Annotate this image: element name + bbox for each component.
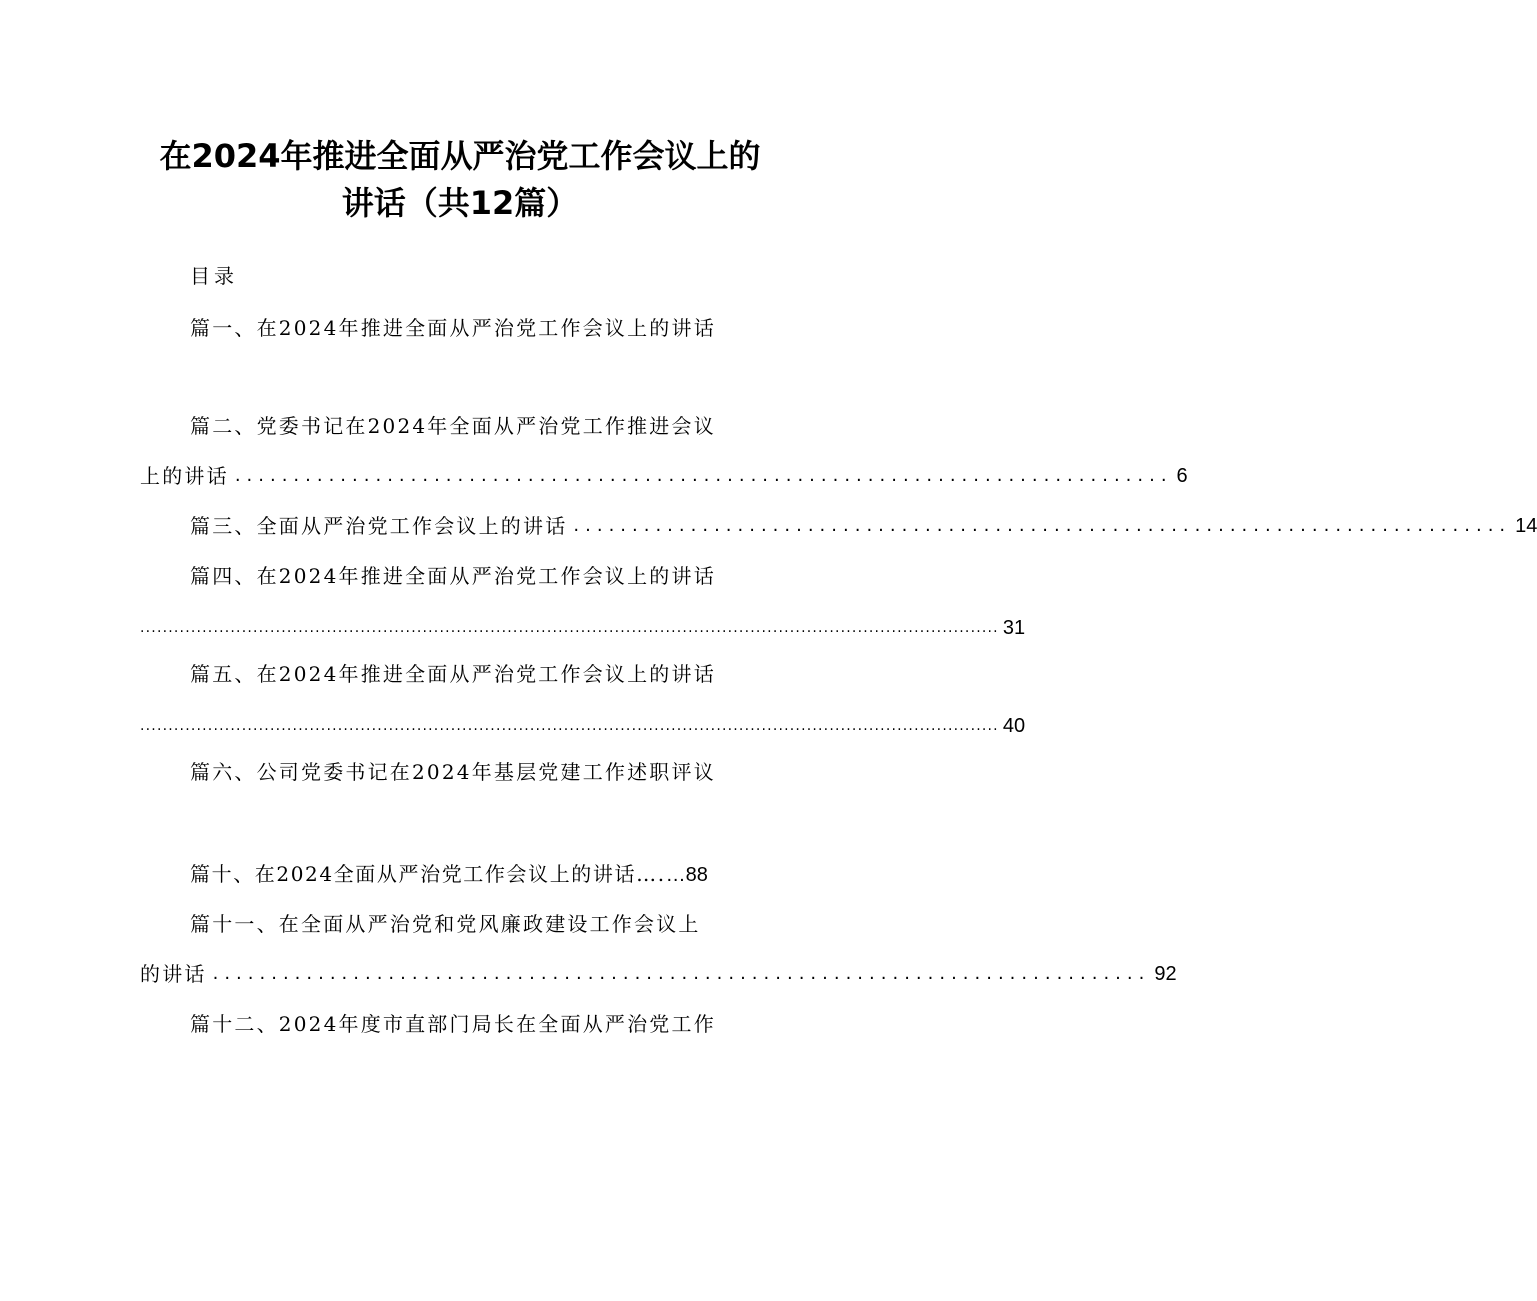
toc-item-12: 篇十二、2024年度市直部门局长在全面从严治党工作 (190, 1012, 716, 1036)
dot-leader: ................................................................................ (212, 963, 1151, 984)
toc-item-3 (190, 512, 1537, 540)
toc-item-4-page: 31 (1002, 617, 1026, 639)
toc-item-4: 篇四、在2024年推进全面从严治党工作会议上的讲话 (190, 564, 716, 588)
toc-item-1: 篇一、在2024年推进全面从严治党工作会议上的讲话 (190, 316, 716, 340)
dot-leader: ........................................................................................................................................................ (140, 718, 999, 734)
toc-item-4-leader (140, 614, 1026, 642)
document-title-line-2: 讲话（共12篇） (341, 184, 579, 222)
dot-leader: ................................................................................ (234, 465, 1173, 486)
toc-item-10 (190, 860, 708, 889)
toc-item-2-line-1: 篇二、党委书记在2024年全面从严治党工作推进会议 (190, 414, 716, 438)
toc-item-11-line-1: 篇十一、在全面从严治党和党风廉政建设工作会议上 (190, 912, 701, 936)
toc-item-5-leader (140, 712, 1026, 740)
toc-item-11-text: 的讲话 (140, 962, 207, 986)
toc-item-2-line-2 (140, 462, 1188, 490)
toc-item-5: 篇五、在2024年推进全面从严治党工作会议上的讲话 (190, 662, 716, 686)
toc-item-3-text: 篇三、全面从严治党工作会议上的讲话 (190, 514, 568, 538)
toc-item-6: 篇六、公司党委书记在2024年基层党建工作述职评议 (190, 760, 716, 784)
document-title-line-1: 在2024年推进全面从严治党工作会议上的 (159, 137, 761, 175)
dot-leader: ........................................................................................................................................................ (140, 620, 999, 636)
toc-item-10-page: …88 (665, 864, 708, 886)
toc-item-2-text: 上的讲话 (140, 464, 229, 488)
toc-item-11-line-2 (140, 960, 1177, 988)
toc-item-11-page: 92 (1154, 963, 1177, 985)
dot-leader: ................................................................................ (573, 515, 1512, 536)
toc-item-10-text: 篇十、在2024全面从严治党工作会议上的讲话…. (190, 862, 666, 886)
toc-heading: 目录 (190, 264, 238, 288)
toc-item-2-page: 6 (1176, 465, 1188, 487)
toc-item-3-page: 14 (1515, 515, 1537, 537)
toc-item-5-page: 40 (1002, 715, 1026, 737)
